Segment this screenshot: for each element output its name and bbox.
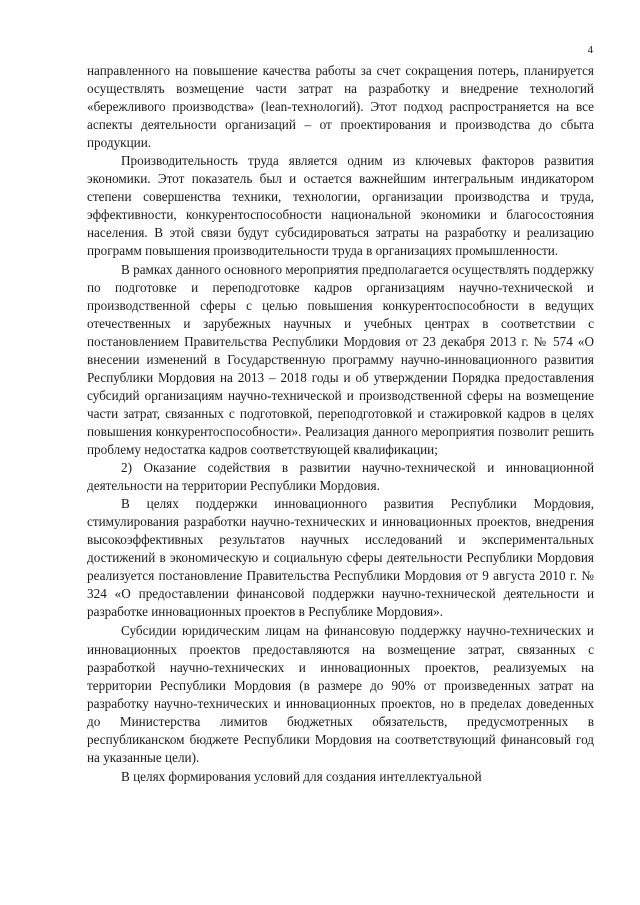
- page-number: 4: [587, 44, 593, 56]
- list-item-scientific-support: 2) Оказание содействия в развитии научно-технической и инновационной деятельности на территории Республики Мордовия.: [87, 460, 594, 494]
- paragraph-labor-productivity: Производительность труда является одним из ключевых факторов развития экономики. Этот показатель был и остается важнейшим интегральным индикатором степени совершенства техники, технологии, организации производства и труда, эффективности, конкурентоспособности национальной экономики и благосостояния населения. В этой связи будут субсидироваться затраты на разработку и реализацию программ повышения производительности труда в организациях промышленности.: [87, 153, 594, 259]
- paragraph-innovation-support: В целях поддержки инновационного развития Республики Мордовия, стимулирования разработки научно-технических и инновационных проектов, внедрения высокоэффективных результатов научных исследований и экспериментальных достижений в экономическую и социальную сферы деятельности Республики Мордовия реализуется постановление Правительства Республики Мордовия от 9 августа 2010 г. № 324 «О предоставлении финансовой поддержки научно-технической деятельности и разработке инновационных проектов в Республике Мордовия».: [87, 496, 594, 620]
- paragraph-subsidies: Субсидии юридическим лицам на финансовую поддержку научно-технических и инновационных проектов предоставляются на возмещение затрат, связанных с разработкой научно-технических и инновационных проектов, реализуемых на территории Республики Мордовия (в размере до 90% от произведенных затрат на разработку научно-технических и инновационных проектов, но в пределах доведенных до Министерства лимитов бюджетных обязательств, предусмотренных в республиканском бюджете Республики Мордовия на соответствующий финансовый год на указанные цели).: [87, 623, 594, 765]
- paragraph-intellectual-conditions: В целях формирования условий для создания интеллектуальной: [121, 768, 482, 784]
- paragraph-lean-technologies: направленного на повышение качества работы за счет сокращения потерь, планируется осуществлять возмещение части затрат на разработку и внедрение технологий «бережливого производства» (lean-технологий). Этот подход распространяется на все аспекты деятельности организаций – от проектирования и производства до сбыта продукции.: [87, 63, 594, 151]
- paragraph-personnel-training: В рамках данного основного мероприятия предполагается осуществлять поддержку по подготовке и переподготовке кадров организациям научно-технической и производственной сферы с целью повышения конкурентоспособности в ведущих отечественных и зарубежных научных и учебных центрах в соответствии с постановлением Правительства Республики Мордовия от 23 декабря 2013 г. № 574 «О внесении изменений в Государственную программу научно-инновационного развития Республики Мордовия на 2013 – 2018 годы и об утверждении Порядка предоставления субсидий организациям научно-технической и производственной сферы на возмещение части затрат, связанных с подготовкой, переподготовкой и стажировкой кадров в целях повышения конкурентоспособности». Реализация данного мероприятия позволит решить проблему недостатка кадров соответствующей квалификации;: [87, 261, 594, 457]
- document-body: [87, 62, 594, 786]
